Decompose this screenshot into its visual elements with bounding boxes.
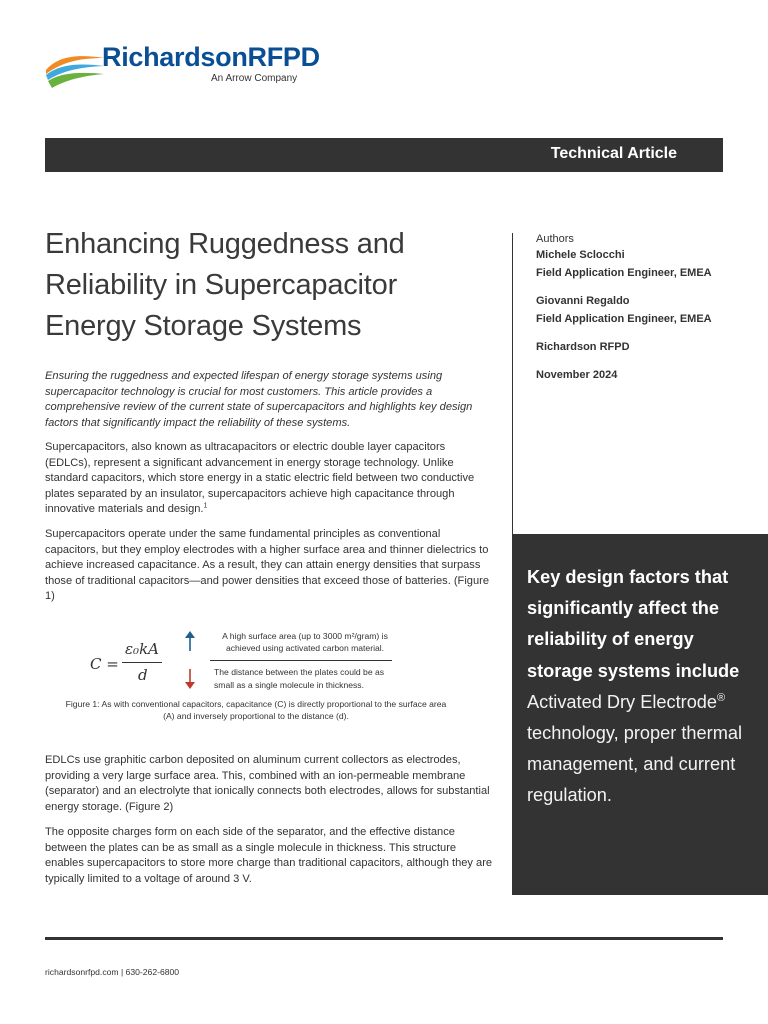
- author-2-name: Giovanni Regaldo: [536, 295, 630, 307]
- formula-numerator: ε₀kA: [125, 640, 159, 658]
- company-name: Richardson RFPD: [536, 341, 630, 353]
- lead-paragraph: Ensuring the ruggedness and expected lifespan of energy storage systems using supercapacitor technology is crucial for most customers. This article provides a comprehensive review of the current state of supercapacitors and highlights key design factors that significantly impact the reliability of these systems.: [45, 370, 473, 429]
- body-paragraph-1-text: Supercapacitors, also known as ultracapacitors or electric double layer capacitors (EDLCs), represent a significant advancement in energy storage technology. Unlike standard capacitors, which store energy in a static electric field between two conductive plates separated by an insulator, supercapacitors achieve high capacitance through innovative materials and design.: [45, 441, 475, 516]
- brand-logo[interactable]: [44, 40, 320, 96]
- authors-block: [536, 232, 736, 384]
- figure-note-distance: The distance between the plates could be as small as a single molecule in thickness.: [214, 667, 385, 690]
- callout-detail-1: Activated Dry Electrode: [527, 691, 718, 712]
- article-type-label: Technical Article: [550, 145, 677, 162]
- brand-name: RichardsonRFPD: [102, 42, 320, 72]
- author-1-role: Field Application Engineer, EMEA: [536, 267, 712, 279]
- figure-caption: Figure 1: As with conventional capacitors, capacitance (C) is directly proportional to the surface area (A) and inversely proportional to the distance (d).: [65, 699, 447, 721]
- callout-box: [512, 534, 768, 895]
- footer-divider: [45, 937, 723, 940]
- body-paragraph-3: EDLCs use graphitic carbon deposited on aluminum current collectors as electrodes, providing a very large surface area. This, combined with an ion-permeable membrane (separator) and an electrolyte that ionically connects both electrodes, allows for substantial energy storage. (Figure 2): [45, 754, 490, 813]
- body-paragraph-2: Supercapacitors operate under the same fundamental principles as conventional capacitors, but they employ electrodes with a higher surface area and thinner dielectrics to achieve increased capacitance. As a result, they can attain energy densities that surpass those of traditional capacitors—and power densities that exceed those of batteries. (Figure 1): [45, 528, 489, 603]
- article-title: Enhancing Ruggedness and Reliability in Supercapacitor Energy Storage Systems: [45, 228, 405, 342]
- author-1-name: Michele Sclocchi: [536, 249, 625, 261]
- authors-label: Authors: [536, 233, 574, 245]
- formula-lhs: C =: [90, 655, 119, 673]
- logo-swoosh-icon: [44, 44, 106, 90]
- brand-tagline: An Arrow Company: [211, 73, 298, 84]
- figure-note-surface-area: A high surface area (up to 3000 m²/gram) is achieved using activated carbon material.: [222, 631, 388, 653]
- publish-date: November 2024: [536, 369, 618, 381]
- registered-mark: ®: [717, 691, 726, 704]
- sidebar-divider: [512, 233, 513, 535]
- author-2-role: Field Application Engineer, EMEA: [536, 313, 712, 325]
- arrow-down-icon: [183, 668, 197, 690]
- body-paragraph-1: [45, 440, 493, 518]
- callout-text: [527, 562, 752, 812]
- figure-1: [60, 626, 480, 726]
- fraction-bar: [122, 662, 162, 663]
- capacitance-formula: [90, 640, 170, 688]
- arrow-up-icon: [183, 630, 197, 652]
- figure-divider: [210, 660, 392, 661]
- header-bar: [45, 138, 723, 172]
- formula-denominator: d: [138, 666, 148, 684]
- callout-detail-2: technology, proper thermal management, and current regulation.: [527, 723, 742, 806]
- footer-contact[interactable]: richardsonrfpd.com | 630-262-6800: [45, 967, 180, 977]
- body-paragraph-4: The opposite charges form on each side of the separator, and the effective distance between the plates can be as small as a single molecule in thickness. This structure enables supercapacitors to store more charge than traditional capacitors, although they are typically limited to a voltage of around 3 V.: [45, 826, 493, 885]
- footnote-ref[interactable]: 1: [203, 502, 208, 510]
- callout-headline: Key design factors that significantly affect the reliability of energy storage systems include: [527, 567, 740, 681]
